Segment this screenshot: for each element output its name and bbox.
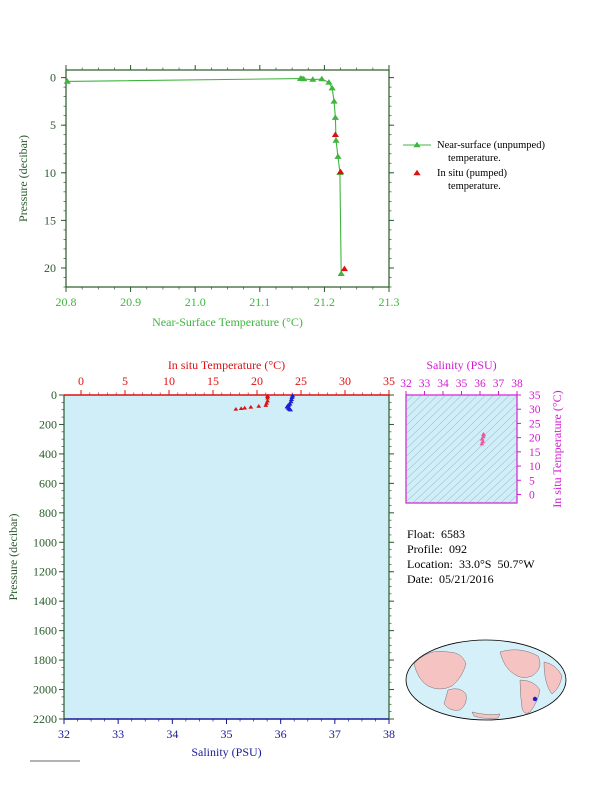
profile-number: Profile: 092	[407, 542, 467, 556]
temp-tick-label: 15	[207, 374, 219, 388]
pressure-tick-label: 1400	[33, 594, 57, 609]
ts-ytick-label: 30	[529, 404, 541, 417]
float-location: Location: 33.0°S 50.7°W	[407, 557, 535, 571]
nst-ytick-label: 5	[50, 118, 56, 133]
sal-tick-label: 36	[274, 727, 287, 741]
sal-tick-label: 37	[328, 727, 341, 741]
sal-tick-label: 33	[112, 727, 125, 741]
nst-xtick-label: 20.8	[55, 295, 77, 309]
profile-yaxis-title: Pressure (decibar)	[6, 513, 20, 601]
pressure-tick-label: 0	[51, 388, 57, 402]
profile-plot-area	[64, 395, 389, 719]
nst-ytick-label: 0	[50, 70, 56, 85]
pressure-tick-label: 600	[39, 476, 57, 491]
ts-xtick-label: 33	[418, 378, 431, 390]
ts-xtick-label: 32	[400, 378, 412, 390]
nst-ytick-label: 15	[44, 213, 56, 228]
temp-tick-label: 0	[78, 374, 84, 388]
pressure-tick-label: 1200	[33, 564, 57, 579]
nst-xtick-label: 21.0	[184, 295, 206, 309]
sal-axis-title: Salinity (PSU)	[191, 745, 262, 759]
nst-xtick-label: 21.3	[378, 295, 400, 309]
profile-date: Date: 05/21/2016	[407, 572, 494, 586]
ts-plot-area	[406, 395, 517, 503]
ts-ytick-label: 10	[529, 461, 541, 474]
pressure-tick-label: 1000	[33, 535, 57, 550]
ts-ytick-label: 15	[529, 446, 541, 459]
float-id: Float: 6583	[407, 527, 466, 541]
sal-tick-label: 32	[58, 727, 70, 741]
ts-xtick-label: 36	[474, 378, 486, 390]
map-land-australia	[444, 689, 466, 711]
temp-tick-label: 10	[163, 374, 175, 388]
pressure-tick-label: 1800	[33, 653, 57, 668]
world-map	[406, 640, 566, 720]
map-float-marker	[533, 697, 537, 701]
temp-axis-title: In situ Temperature (°C)	[167, 358, 286, 372]
float-info	[407, 527, 535, 587]
ts-yaxis-title: In situ Temperature (°C)	[550, 390, 564, 508]
sal-tick-label: 34	[166, 727, 179, 741]
pressure-tick-label: 1600	[33, 623, 57, 638]
pressure-tick-label: 800	[39, 505, 57, 520]
ts-xtick-label: 37	[492, 378, 505, 390]
ts-ytick-label: 0	[529, 489, 535, 502]
legend-pumped-label-1: In situ (pumped)	[437, 168, 507, 179]
ts-xaxis-title: Salinity (PSU)	[426, 358, 497, 372]
legend-unpumped-label-1: Near-surface (unpumped)	[437, 140, 545, 151]
sal-tick-label: 38	[383, 727, 395, 741]
pressure-tick-label: 200	[39, 417, 57, 432]
ts-xtick-label: 35	[455, 378, 468, 390]
legend-unpumped-label-2: temperature.	[448, 153, 501, 164]
sal-tick-label: 35	[220, 727, 233, 741]
temp-tick-label: 25	[295, 374, 307, 388]
nst-xtick-label: 21.2	[313, 295, 335, 309]
nst-ytick-label: 20	[44, 260, 56, 275]
ts-xtick-label: 38	[511, 378, 523, 390]
temp-tick-label: 35	[383, 374, 395, 388]
nst-xtick-label: 20.9	[120, 295, 142, 309]
legend-pumped-marker	[413, 170, 420, 176]
pressure-tick-label: 400	[39, 446, 57, 461]
nst-ytick-label: 10	[44, 165, 56, 180]
legend-pumped-label-2: temperature.	[448, 181, 501, 192]
nst-xaxis-title: Near-Surface Temperature (°C)	[152, 315, 303, 329]
pressure-tick-label: 2000	[33, 682, 57, 697]
ts-xtick-label: 34	[437, 378, 449, 390]
ts-ytick-label: 5	[529, 475, 535, 488]
ts-ytick-label: 25	[529, 418, 541, 431]
ts-ytick-label: 35	[529, 390, 541, 402]
nst-yaxis-title: Pressure (decibar)	[16, 135, 30, 222]
pressure-tick-label: 2200	[33, 712, 57, 726]
temp-tick-label: 20	[251, 374, 263, 388]
temp-tick-label: 30	[339, 374, 351, 388]
temp-tick-label: 5	[122, 374, 128, 388]
nst-xtick-label: 21.1	[249, 295, 271, 309]
ts-ytick-label: 20	[529, 432, 541, 445]
